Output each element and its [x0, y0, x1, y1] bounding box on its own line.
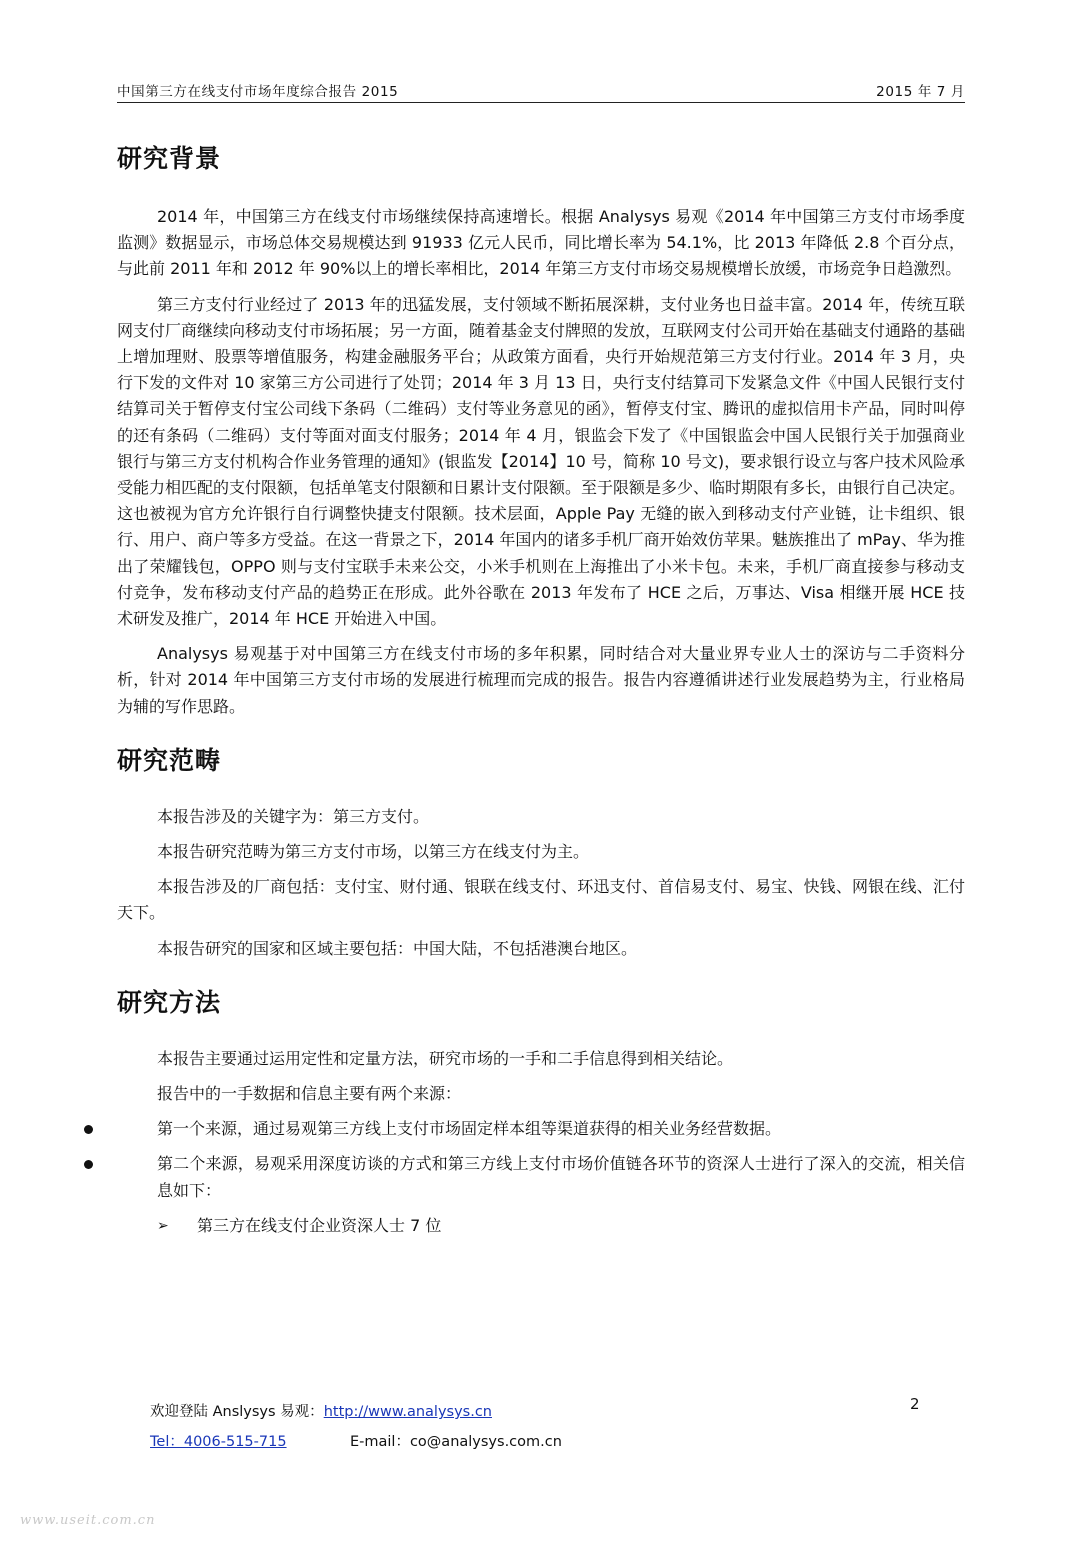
tel-link[interactable]: Tel：4006-515-715 [150, 1434, 287, 1450]
list-item [117, 1151, 965, 1203]
paragraph: 本报告涉及的厂商包括：支付宝、财付通、银联在线支付、环迅支付、首信易支付、易宝、快钱、网银在线、汇付天下。 [117, 877, 965, 923]
footer-welcome-text: 欢迎登陆 Anslysys 易观： [150, 1404, 324, 1420]
sub-list [117, 1213, 965, 1239]
sub-list-item [117, 1213, 965, 1239]
section-heading: 研究方法 [117, 987, 222, 1017]
page-content [117, 138, 965, 1239]
paragraph: 本报告研究范畴为第三方支付市场，以第三方在线支付为主。 [157, 842, 590, 862]
footer-contact-line [150, 1430, 562, 1451]
watermark: www.useit.com.cn [20, 1513, 156, 1528]
page-number: 2 [910, 1395, 920, 1413]
paragraph: 本报告涉及的关键字为：第三方支付。 [157, 806, 430, 826]
arrow-bullet-icon: ➢ [157, 1217, 169, 1234]
email-text: E-mail：co@analysys.com.cn [350, 1434, 562, 1450]
report-date: 2015 年 7 月 [876, 84, 965, 100]
page-header [117, 78, 965, 103]
paragraph: 第三方支付行业经过了 2013 年的迅猛发展，支付领域不断拓展深耕，支付业务也日益丰富。2014 年，传统互联网支付厂商继续向移动支付市场拓展；另一方面，随着基金支付牌照的发放，互联网支付公司开始在基础支付通路的基础上增加理财、股票等增值服务，构建金融服务平台；从政策方面看，央行开始规范第三方支付行业。2014 年 3 月，央行下发的文件对 10 家第三方公司进行了处罚；2014 年 3 月 13 日，央行支付结算司下发紧急文件《中国人民银行支付结算司关于暂停支付宝公司线下条码（二维码）支付等业务意见的函》，暂停支付宝、腾讯的虚拟信用卡产品，同时叫停的还有条码（二维码）支付等面对面支付服务；2014 年 4 月，银监会下发了《中国银监会中国人民银行关于加强商业银行与第三方支付机构合作业务管理的通知》(银监发【2014】10 号，简称 10 号文)，要求银行设立与客户技术风险承受能力相匹配的支付限额，包括单笔支付限额和日累计支付限额。至于限额是多少、临时期限有多长，由银行自己决定。这也被视为官方允许银行自行调整快捷支付限额。技术层面，Apple Pay 无缝的嵌入到移动支付产业链，让卡组织、银行、用户、商户等多方受益。在这一背景之下，2014 年国内的诸多手机厂商开始效仿苹果。魅族推出了 mPay、华为推出了荣耀钱包，OPPO 则与支付宝联手未来公交，小米手机则在上海推出了小米卡包。未来，手机厂商直接参与移动支付竞争，发布移动支付产品的趋势正在形成。此外谷歌在 2013 年发布了 HCE 之后，万事达、Visa 相继开展 HCE 技术研发及推广，2014 年 HCE 开始进入中国。 [117, 294, 966, 629]
footer-welcome-line [150, 1400, 492, 1421]
paragraph: 报告中的一手数据和信息主要有两个来源： [157, 1084, 462, 1104]
bullet-icon [84, 1125, 93, 1134]
website-link[interactable]: http://www.analysys.cn [323, 1404, 492, 1420]
paragraph: 2014 年，中国第三方在线支付市场继续保持高速增长。根据 Analysys 易观《2014 年中国第三方支付市场季度监测》数据显示，市场总体交易规模达到 91933 亿元人民币，同比增长率为 54.1%，比 2013 年降低 2.8 个百分点，与此前 2011 年和 2012 年 90%以上的增长率相比，2014 年第三方支付市场交易规模增长放缓，市场竞争日趋激烈。 [117, 207, 965, 279]
source-list [117, 1116, 965, 1204]
section-heading: 研究背景 [117, 144, 222, 173]
paragraph: 本报告研究的国家和区域主要包括：中国大陆，不包括港澳台地区。 [157, 938, 638, 958]
bullet-icon [84, 1160, 93, 1169]
section-methodology [117, 982, 965, 1239]
report-title: 中国第三方在线支付市场年度综合报告 2015 [117, 84, 399, 100]
paragraph: Analysys 易观基于对中国第三方在线支付市场的多年积累，同时结合对大量业界专业人士的深访与二手资料分析，针对 2014 年中国第三方支付市场的发展进行梳理而完成的报告。报告内容遵循讲述行业发展趋势为主，行业格局为辅的写作思路。 [117, 644, 965, 716]
section-background [117, 138, 965, 720]
list-item [117, 1116, 965, 1142]
section-scope [117, 740, 965, 962]
list-item-text: 第二个来源，易观采用深度访谈的方式和第三方线上支付市场价值链各环节的资深人士进行了深入的交流，相关信息如下： [157, 1154, 965, 1200]
sub-list-item-text: 第三方在线支付企业资深人士 7 位 [197, 1215, 442, 1235]
paragraph: 本报告主要通过运用定性和定量方法，研究市场的一手和二手信息得到相关结论。 [157, 1048, 734, 1068]
section-heading: 研究范畴 [117, 745, 222, 775]
list-item-text: 第一个来源，通过易观第三方线上支付市场固定样本组等渠道获得的相关业务经营数据。 [157, 1119, 782, 1139]
